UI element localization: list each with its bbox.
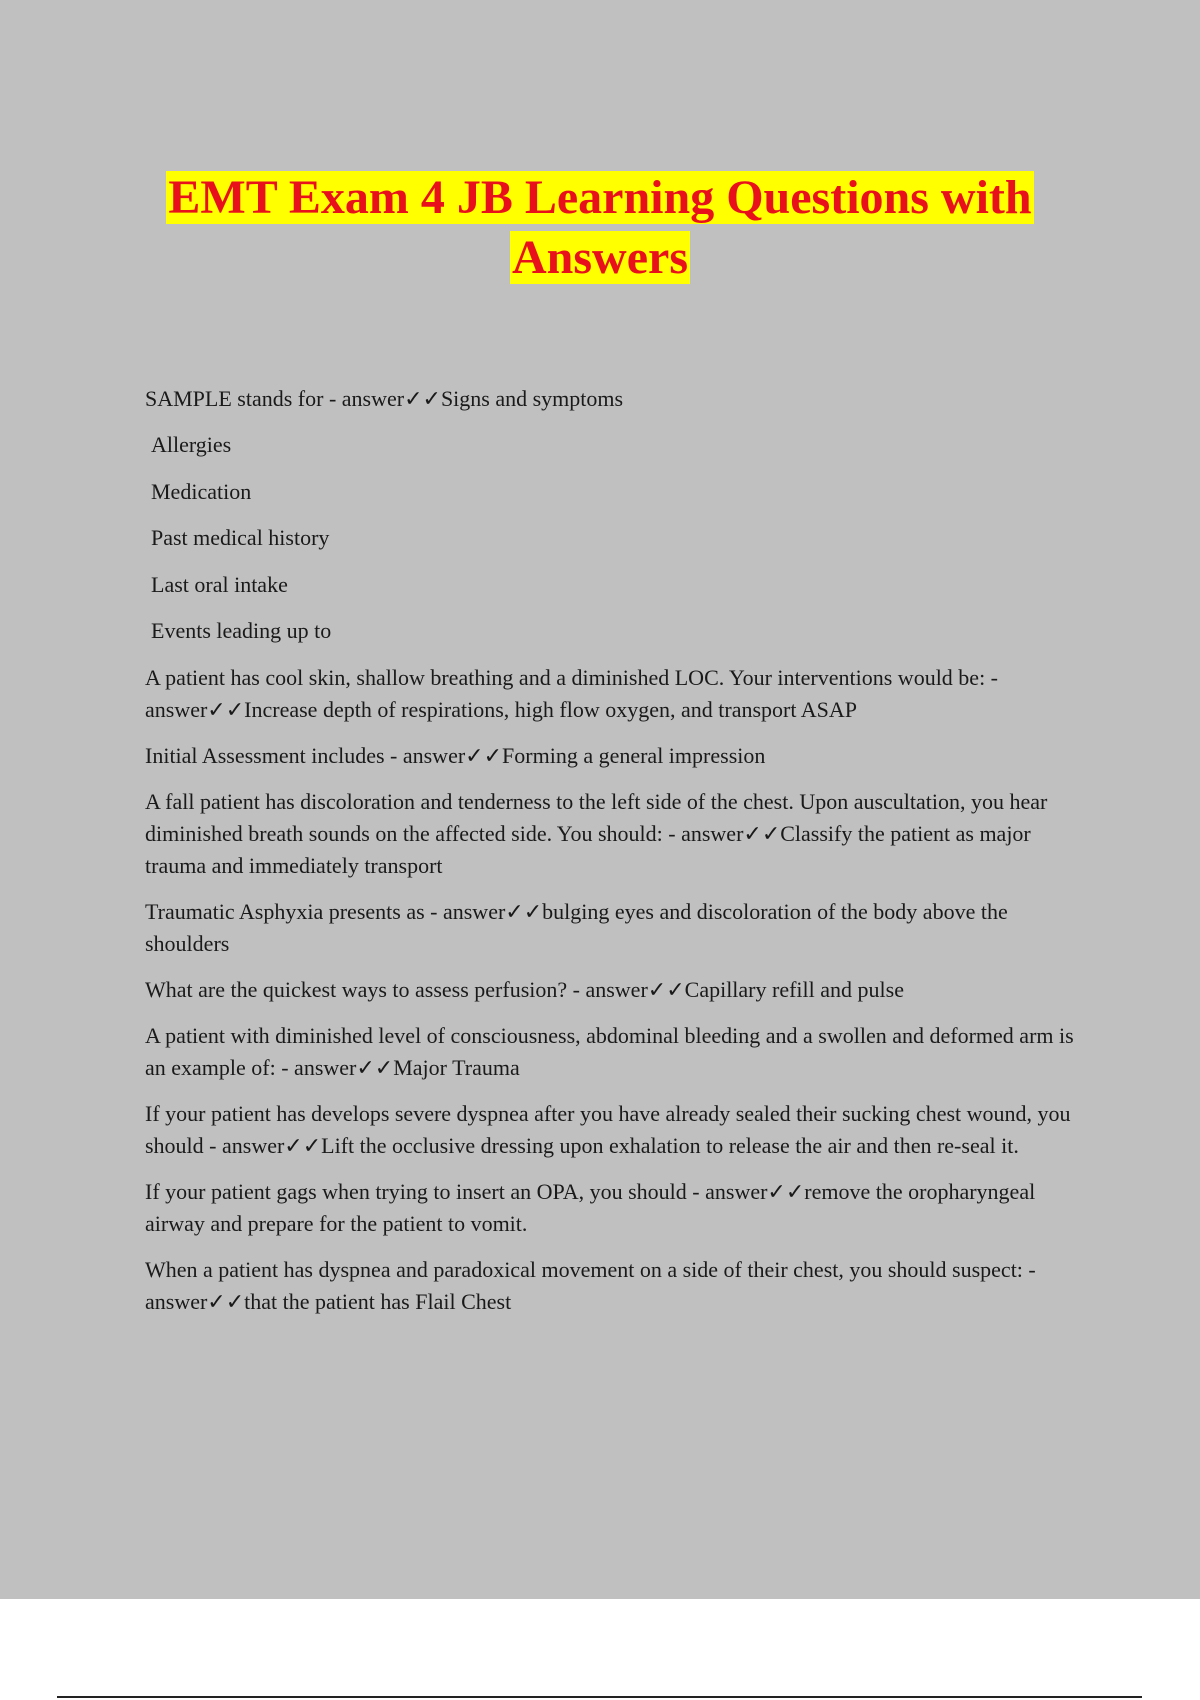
- document-body: [145, 383, 1090, 1332]
- sample-item-past-medical-history: Past medical history: [151, 525, 330, 550]
- qa-item: If your patient has develops severe dyspnea after you have already sealed their sucking chest wound, you should - answer✓✓Lift the occlusive dressing upon exhalation to release the air and then re-seal it.: [145, 1100, 1071, 1158]
- sample-item-events: Events leading up to: [151, 618, 332, 643]
- qa-item: A patient has cool skin, shallow breathing and a diminished LOC. Your interventions would be: - answer✓✓Increase depth of respirations, high flow oxygen, and transport ASAP: [145, 664, 999, 722]
- title-line-1: EMT Exam 4 JB Learning Questions with: [168, 171, 1032, 224]
- sample-question: SAMPLE stands for - answer✓✓Signs and symptoms: [145, 386, 624, 411]
- document-title: [0, 168, 1200, 288]
- title-line-2: Answers: [512, 231, 688, 284]
- qa-item: Initial Assessment includes - answer✓✓Forming a general impression: [145, 742, 766, 768]
- qa-item: When a patient has dyspnea and paradoxical movement on a side of their chest, you should suspect: - answer✓✓that the patient has Flail Chest: [145, 1256, 1036, 1314]
- sample-list: [151, 429, 1090, 647]
- sample-item-last-oral-intake: Last oral intake: [151, 571, 288, 597]
- sample-item-medication: Medication: [151, 478, 252, 504]
- qa-item: Traumatic Asphyxia presents as - answer✓✓bulging eyes and discoloration of the body above the shoulders: [145, 898, 1008, 956]
- footer-divider: [57, 1696, 1142, 1698]
- sample-item-allergies: Allergies: [151, 432, 232, 457]
- qa-item: A patient with diminished level of consciousness, abdominal bleeding and a swollen and deformed arm is an example of: - answer✓✓Major Trauma: [145, 1022, 1074, 1080]
- page-footer: [0, 1599, 1200, 1700]
- qa-item: What are the quickest ways to assess perfusion? - answer✓✓Capillary refill and pulse: [145, 976, 904, 1002]
- qa-item: A fall patient has discoloration and tenderness to the left side of the chest. Upon auscultation, you hear diminished breath sounds on the affected side. You should: - answer✓✓Classify the patient as major trauma and immediately transport: [145, 788, 1048, 878]
- qa-item: If your patient gags when trying to insert an OPA, you should - answer✓✓remove the oropharyngeal airway and prepare for the patient to vomit.: [145, 1178, 1036, 1236]
